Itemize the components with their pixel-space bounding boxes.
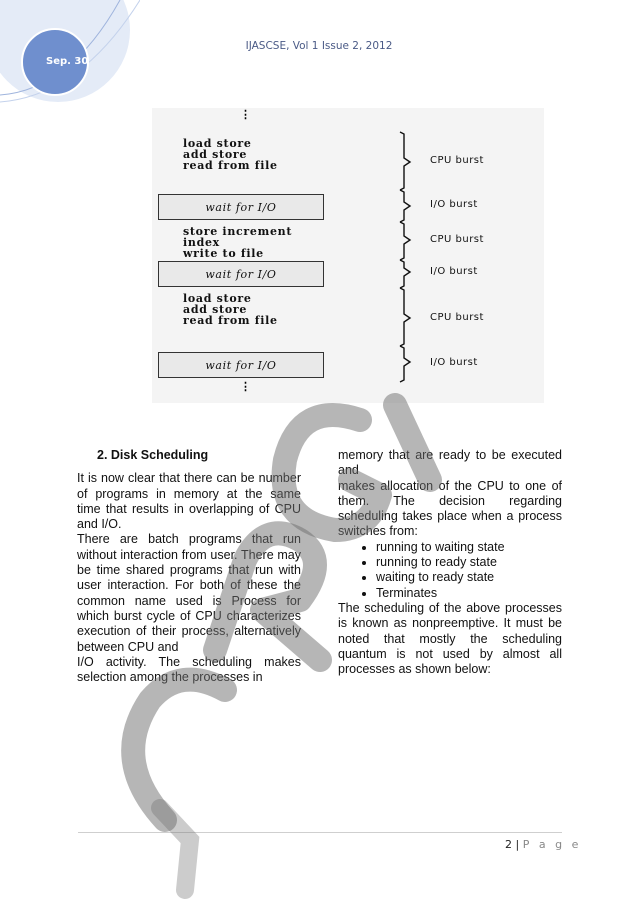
instruction-line: index (183, 236, 220, 249)
instruction-line: add store (183, 148, 248, 161)
burst-label: CPU burst (430, 234, 484, 245)
date-badge: Sep. 30 (46, 56, 89, 67)
page-word: P a g e (522, 838, 582, 851)
brace-markers (392, 108, 422, 403)
ellipsis-bottom: ⋮ (240, 380, 251, 393)
wait-box: wait for I/O (158, 352, 324, 378)
page-separator: | (515, 838, 520, 851)
instruction-line: read from file (183, 159, 278, 172)
burst-diagram (152, 108, 544, 403)
list-item: • Terminates (376, 586, 562, 601)
burst-label: I/O burst (430, 266, 478, 277)
paragraph: It is now clear that there can be number of programs in memory at the same time that results in overlapping of CPU and I/O. (77, 471, 301, 532)
burst-label: CPU burst (430, 312, 484, 323)
footer-rule (78, 832, 562, 833)
instruction-line: load store (183, 292, 252, 305)
paragraph: The scheduling of the above processes is known as nonpreemptive. It must be noted that mostly the scheduling quantum is not used by almost all processes as shown below: (338, 600, 562, 677)
list-item: • waiting to ready state (376, 570, 562, 585)
instruction-line: load store (183, 137, 252, 150)
left-column (77, 448, 301, 685)
right-column (338, 448, 562, 677)
burst-label: I/O burst (430, 199, 478, 210)
instruction-line: add store (183, 303, 248, 316)
page-number-value: 2 (505, 838, 512, 851)
burst-label: CPU burst (430, 155, 484, 166)
list-item: • running to ready state (376, 555, 562, 570)
list-item: • running to waiting state (376, 540, 562, 555)
paragraph: I/O activity. The scheduling makes selection among the processes in (77, 654, 301, 685)
paragraph: makes allocation of the CPU to one of them. The decision regarding scheduling takes place when a process switches from: (338, 478, 562, 539)
ellipsis-top: ⋮ (240, 108, 251, 121)
page-number (505, 838, 581, 851)
section-heading: 2. Disk Scheduling (97, 448, 209, 462)
corner-decoration (0, 0, 140, 110)
state-list (338, 540, 562, 601)
paragraph: There are batch programs that run without interaction from user. There may be time shared programs that run with user interaction. For both of these the common name used is Process for which burst cycle of CPU characterizes execution of their process, alternatively between CPU and (77, 532, 301, 654)
paragraph: memory that are ready to be executed and (338, 448, 562, 478)
instruction-group-1 (183, 138, 278, 171)
burst-label: I/O burst (430, 357, 478, 368)
wait-box: wait for I/O (158, 261, 324, 287)
instruction-group-3 (183, 293, 278, 326)
instruction-line: read from file (183, 314, 278, 327)
journal-header: IJASCSE, Vol 1 Issue 2, 2012 (245, 40, 393, 52)
instruction-group-2 (183, 226, 292, 259)
instruction-line: store increment (183, 225, 293, 238)
wait-box: wait for I/O (158, 194, 324, 220)
instruction-line: write to file (183, 247, 264, 260)
